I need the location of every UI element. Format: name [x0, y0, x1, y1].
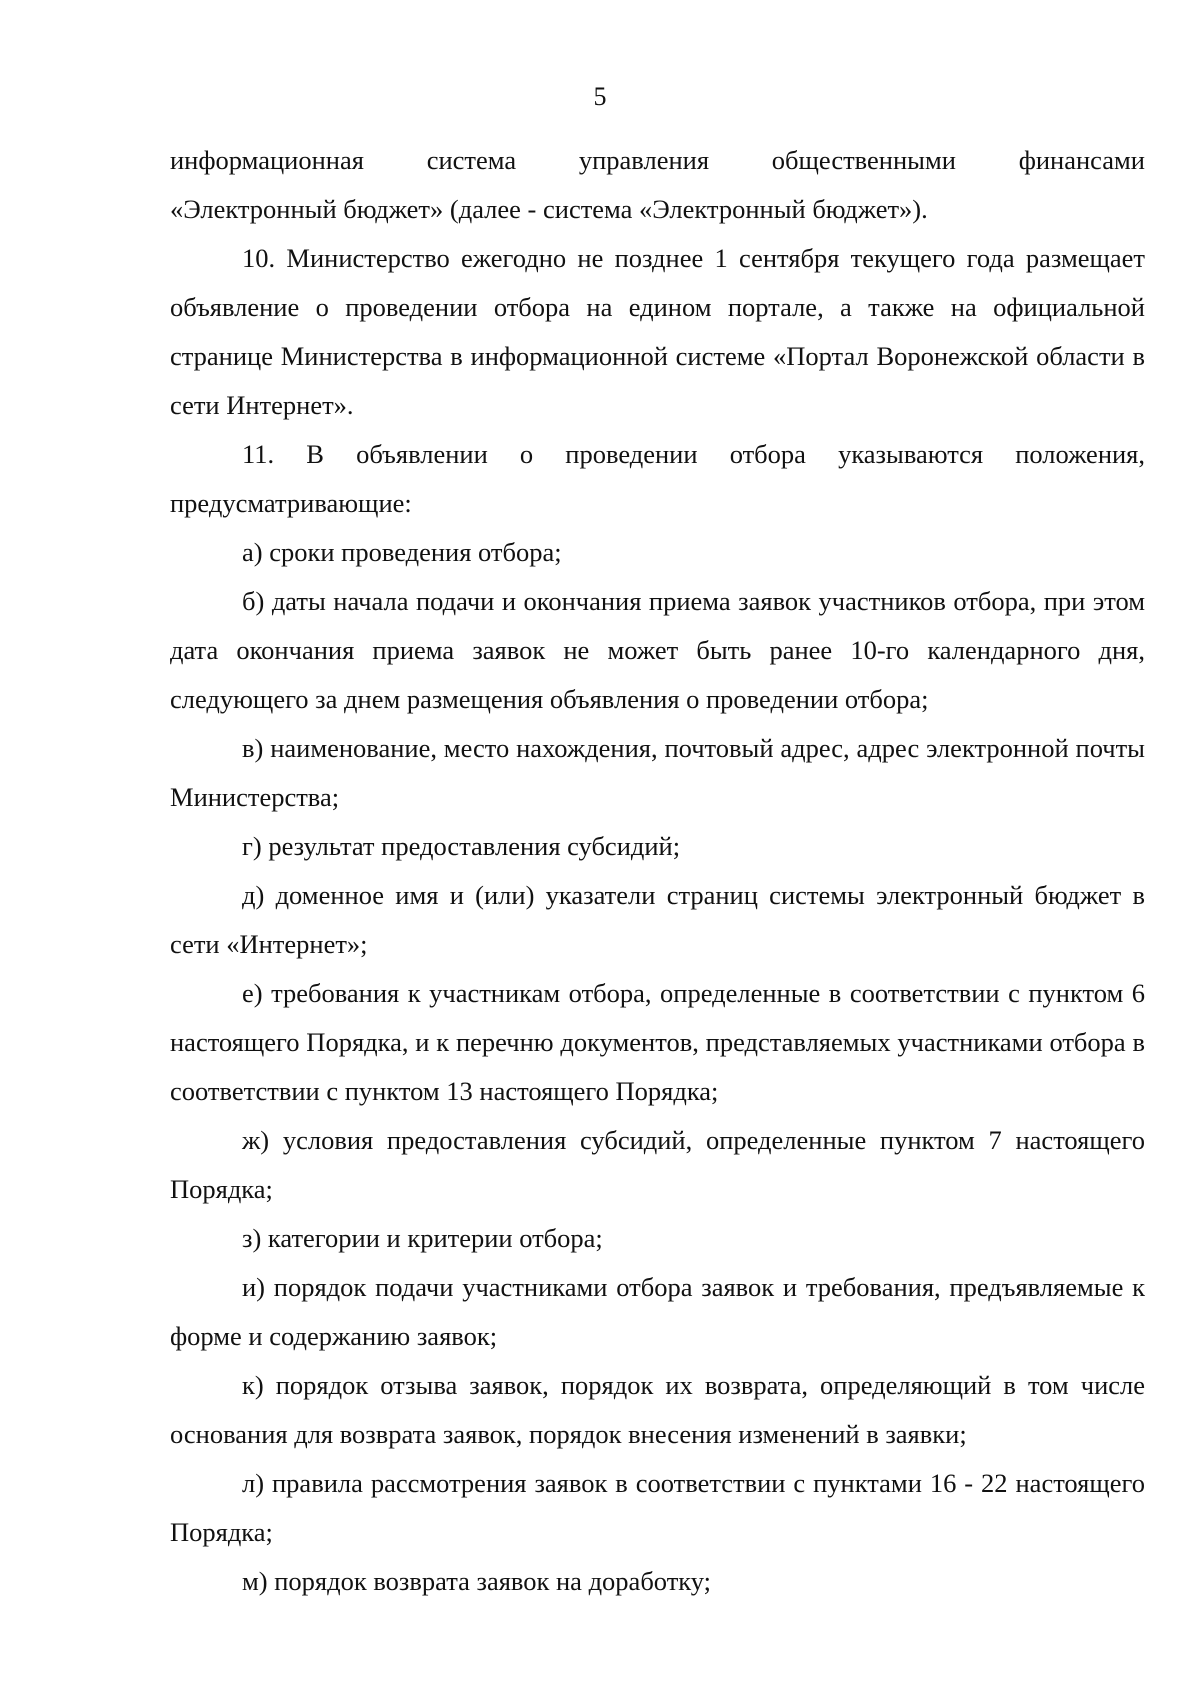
paragraph-11: 11. В объявлении о проведении отбора указываются положения, предусматривающие: [170, 439, 1145, 518]
list-item-g: г) результат предоставления субсидий; [242, 831, 681, 861]
paragraph-10: 10. Министерство ежегодно не позднее 1 сентября текущего года размещает объявление о проведении отбора на едином портале, а также на официальной странице Министерства в информационной системе «Портал Воронежской области в сети Интернет». [170, 243, 1145, 420]
list-item-z: з) категории и критерии отбора; [242, 1223, 603, 1253]
word: система [426, 145, 517, 175]
list-item-zh: ж) условия предоставления субсидий, определенные пунктом 7 настоящего Порядка; [170, 1125, 1145, 1204]
list-item-l: л) правила рассмотрения заявок в соответствии с пунктами 16 - 22 настоящего Порядка; [170, 1468, 1145, 1547]
word: общественными [771, 145, 956, 175]
list-item-m: м) порядок возврата заявок на доработку; [242, 1566, 712, 1596]
list-item-e: е) требования к участникам отбора, определенные в соответствии с пунктом 6 настоящего Порядка, и к перечню документов, представляемых участниками отбора в соответствии с пунктом 13 настоящего Порядка; [170, 978, 1145, 1106]
word: информационная [170, 145, 364, 175]
list-item-a: а) сроки проведения отбора; [242, 537, 562, 567]
list-item-b: б) даты начала подачи и окончания приема заявок участников отбора, при этом дата окончания приема заявок не может быть ранее 10-го календарного дня, следующего за днем размещения объявления о проведении отбора; [170, 586, 1145, 714]
paragraph-continuation-line-2: «Электронный бюджет» (далее - система «Электронный бюджет»). [170, 194, 928, 224]
word: финансами [1018, 145, 1145, 175]
document-body [170, 136, 1145, 1606]
list-item-i: и) порядок подачи участниками отбора заявок и требования, предъявляемые к форме и содержанию заявок; [170, 1272, 1145, 1351]
page-number: 5 [593, 82, 607, 111]
list-item-k: к) порядок отзыва заявок, порядок их возврата, определяющий в том числе основания для возврата заявок, порядок внесения изменений в заявки; [170, 1370, 1145, 1449]
word: управления [578, 145, 710, 175]
paragraph-continuation-line-1 [170, 136, 1145, 185]
list-item-v: в) наименование, место нахождения, почтовый адрес, адрес электронной почты Министерства; [170, 733, 1145, 812]
list-item-d: д) доменное имя и (или) указатели страниц системы электронный бюджет в сети «Интернет»; [170, 880, 1145, 959]
